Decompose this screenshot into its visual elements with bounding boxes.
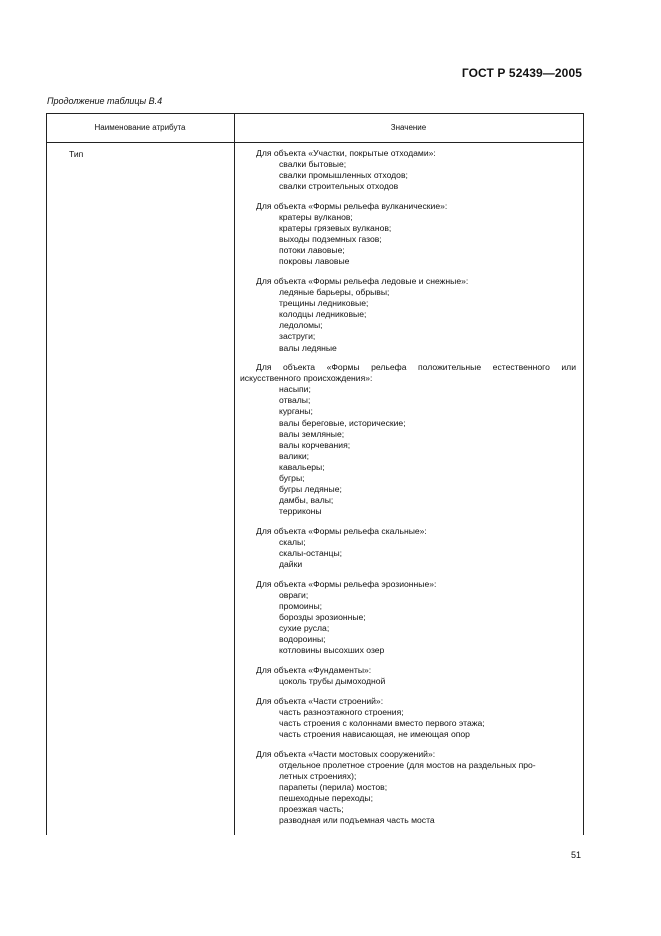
table-right-border (583, 113, 584, 835)
list-item: валы корчевания; (279, 439, 351, 450)
column-header-value: Значение (390, 123, 427, 132)
list-item: отвалы; (279, 395, 311, 406)
list-item: котловины высохших озер (279, 645, 385, 656)
table-column-divider (234, 113, 235, 835)
value-group (240, 696, 576, 740)
group-intro: Для объекта «Фундаменты»: (256, 664, 372, 675)
list-item: валы ледяные (279, 342, 337, 353)
list-item: колодцы ледниковые; (279, 309, 367, 320)
list-item: курганы; (279, 406, 313, 417)
table-top-border (46, 113, 584, 114)
list-item: часть строения с колоннами вместо первого этажа; (279, 717, 485, 728)
list-item: свалки бытовые; (279, 159, 347, 170)
group-intro: Для объекта «Формы рельефа ледовые и снежные»: (256, 275, 469, 286)
list-item: покровы лавовые (279, 256, 350, 267)
value-group (240, 276, 576, 354)
list-item: валы земляные; (279, 428, 345, 439)
list-item: цоколь трубы дымоходной (279, 676, 386, 687)
group-intro: Для объекта «Формы рельефа скальные»: (256, 525, 427, 536)
list-item: свалки промышленных отходов; (279, 170, 408, 181)
value-group (240, 579, 576, 657)
group-intro: Для объекта «Части мостовых сооружений»: (256, 748, 436, 759)
list-item: насыпи; (279, 384, 311, 395)
group-intro: Для объекта «Формы рельефа положительные естественного или искусственного происхождения»: (240, 362, 576, 384)
list-item: парапеты (перила) мостов; (279, 781, 388, 792)
list-item: пешеходные переходы; (279, 792, 373, 803)
list-item: отдельное пролетное строение (для мостов на раздельных про- летных строениях); (279, 759, 536, 781)
page-number: 51 (570, 850, 581, 860)
list-item: потоки лавовые; (279, 245, 345, 256)
group-intro: Для объекта «Участки, покрытые отходами»: (256, 148, 436, 158)
list-item: заструги; (279, 331, 316, 342)
value-cell (240, 148, 576, 835)
table-left-border (46, 113, 47, 835)
table-header-divider (46, 142, 584, 143)
list-item: скалы-останцы; (279, 548, 343, 559)
list-item: валы береговые, исторические; (279, 417, 406, 428)
list-item: бугры ледяные; (279, 484, 342, 495)
value-group (240, 526, 576, 570)
list-item: ледоломы; (279, 320, 323, 331)
list-item: часть строения нависающая, не имеющая опор (279, 728, 470, 739)
list-item: борозды эрозионные; (279, 612, 366, 623)
group-intro: Для объекта «Формы рельефа вулканические»: (256, 200, 448, 211)
table-caption: Продолжение таблицы В.4 (47, 96, 163, 106)
list-item: проезжая часть; (279, 803, 344, 814)
list-item: овраги; (279, 589, 309, 600)
list-item: скалы; (279, 537, 306, 547)
list-item: ледяные барьеры, обрывы; (279, 287, 390, 298)
list-item: выходы подземных газов; (279, 234, 382, 245)
list-item: дайки (279, 559, 303, 570)
list-item: свалки строительных отходов (279, 181, 399, 192)
value-group (240, 362, 576, 517)
list-item: промоины; (279, 600, 323, 611)
value-group (240, 665, 576, 687)
list-item: валики; (279, 450, 310, 461)
group-intro: Для объекта «Формы рельефа эрозионные»: (256, 578, 437, 589)
list-item: терриконы (279, 506, 322, 517)
list-item: дамбы, валы; (279, 495, 334, 506)
value-group (240, 148, 576, 192)
list-item: кратеры грязевых вулканов; (279, 223, 392, 234)
document-code: ГОСТ Р 52439—2005 (461, 66, 582, 80)
list-item: разводная или подъемная часть моста (279, 815, 435, 826)
value-group (240, 749, 576, 827)
list-item: кратеры вулканов; (279, 211, 353, 222)
attribute-table (46, 113, 584, 835)
value-group (240, 201, 576, 268)
list-item: бугры; (279, 473, 305, 484)
group-intro: Для объекта «Части строений»: (256, 695, 384, 706)
attribute-name: Тип (69, 149, 84, 159)
list-item: кавальеры; (279, 461, 325, 472)
list-item: водороины; (279, 634, 326, 645)
list-item: часть разноэтажного строения; (279, 706, 404, 717)
list-item: сухие русла; (279, 623, 330, 634)
list-item: трещины ледниковые; (279, 298, 369, 309)
column-header-attribute: Наименование атрибута (94, 123, 186, 132)
